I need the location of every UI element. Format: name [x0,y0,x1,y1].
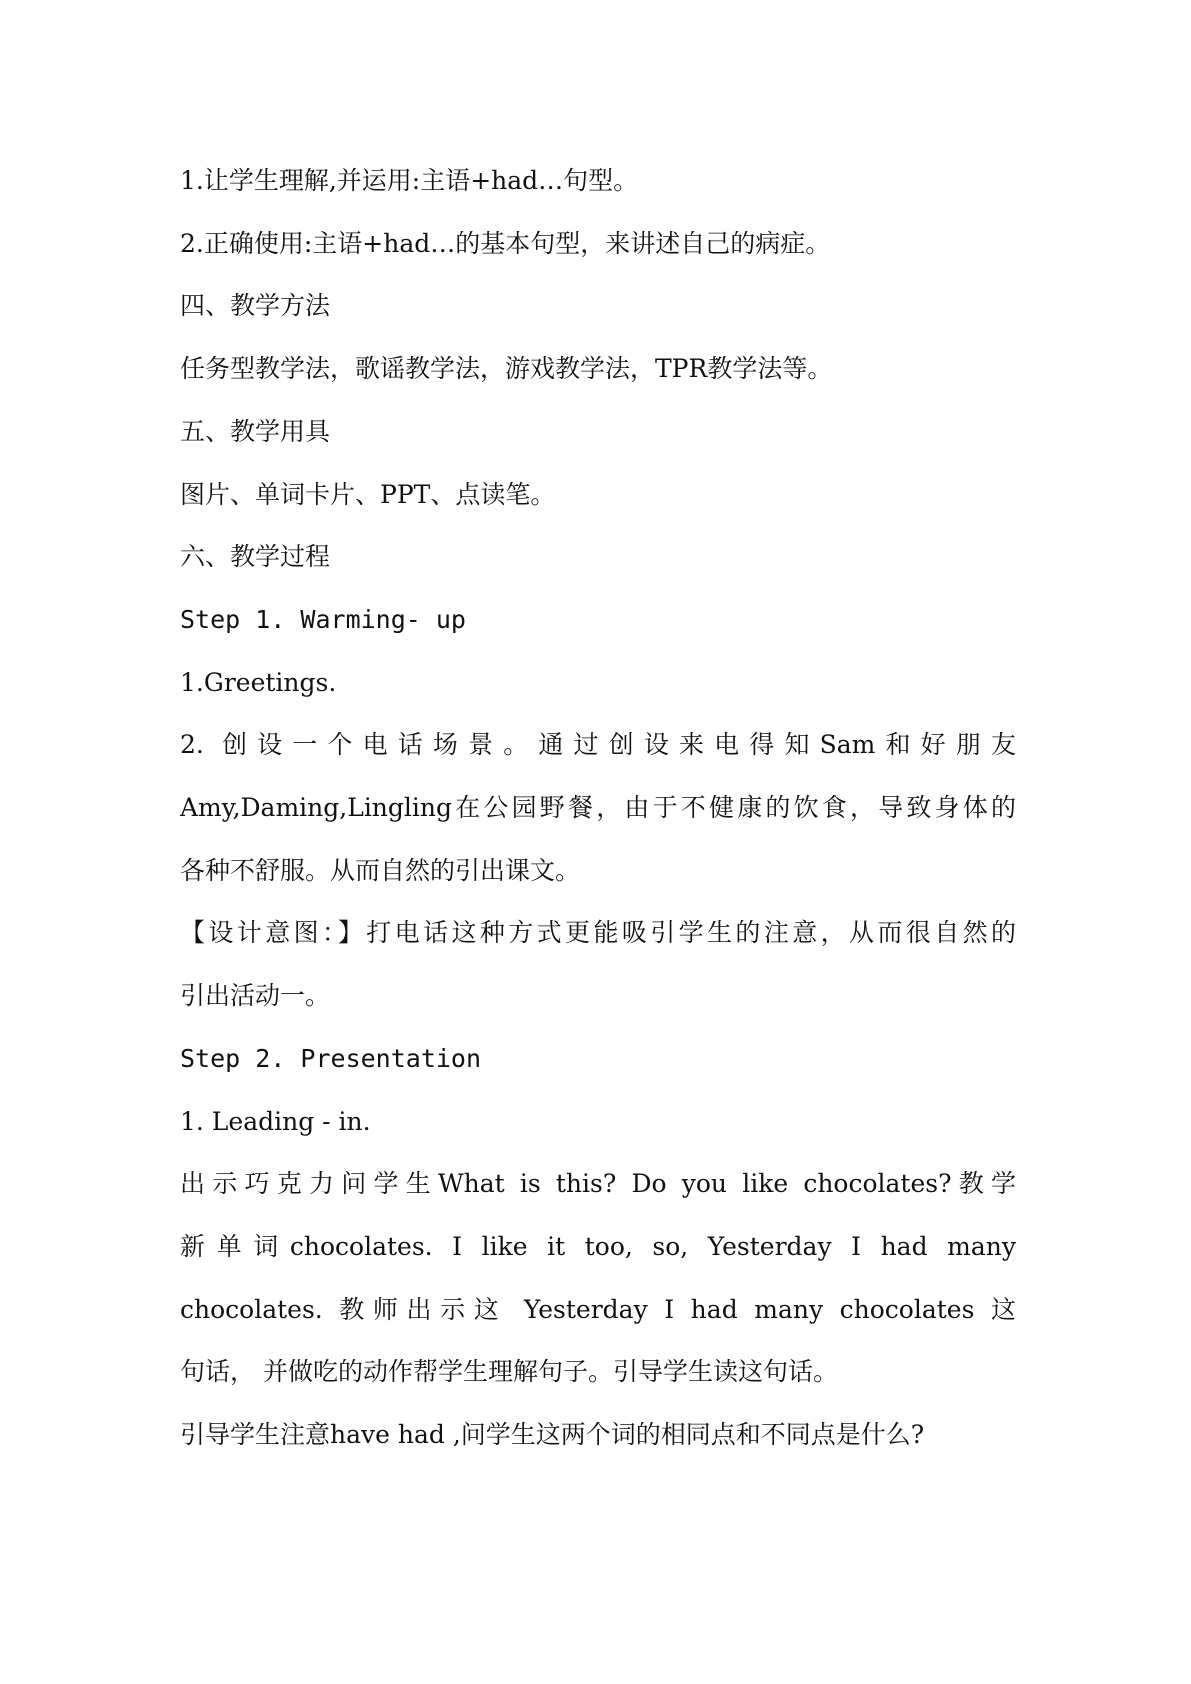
step-2-paragraph-line-2: 新单词chocolates. I like it too, so, Yesterday I had many [180,1231,1016,1261]
step-1-item-2-line-2: Amy,Daming,Lingling在公园野餐，由于不健康的饮食，导致身体的 [180,793,1016,823]
step-1-item-2-line-1: 2. 创设一个电话场景。通过创设来电得知Sam和好朋友 [180,730,1016,760]
document-body [180,150,1016,1467]
step-1-item-1: 1.Greetings. [180,667,337,697]
step-1-heading: Step 1. Warming- up [180,604,466,634]
section-heading-teaching-process: 六、教学过程 [180,542,331,572]
objective-line-2: 2.正确使用:主语+had…的基本句型，来讲述自己的病症。 [180,228,831,258]
teaching-methods-text: 任务型教学法，歌谣教学法，游戏教学法，TPR教学法等。 [180,354,833,384]
objective-line-1: 1.让学生理解,并运用:主语+had…句型。 [180,166,639,195]
step-1-item-2-line-3: 各种不舒服。从而自然的引出课文。 [180,855,581,885]
teaching-tools-text: 图片、单词卡片、PPT、点读笔。 [180,479,556,509]
section-heading-teaching-methods: 四、教学方法 [180,291,331,321]
design-intent-line-1: 【设计意图：】打电话这种方式更能吸引学生的注意，从而很自然的 [180,918,1016,948]
step-2-paragraph-line-3: chocolates. 教师出示这 Yesterday I had many chocolates 这 [180,1294,1016,1324]
step-2-item-1: 1. Leading - in. [180,1106,371,1136]
step-2-paragraph-line-4: 句话， 并做吃的动作帮学生理解句子。引导学生读这句话。 [180,1357,838,1387]
step-2-paragraph-line-1: 出示巧克力问学生What is this? Do you like chocolates?教学 [180,1169,1016,1199]
section-heading-teaching-tools: 五、教学用具 [180,416,331,446]
step-2-paragraph-line-5: 引导学生注意have had ,问学生这两个词的相同点和不同点是什么? [180,1420,925,1450]
design-intent-line-2: 引出活动一。 [180,981,331,1011]
step-2-heading: Step 2. Presentation [180,1043,482,1073]
